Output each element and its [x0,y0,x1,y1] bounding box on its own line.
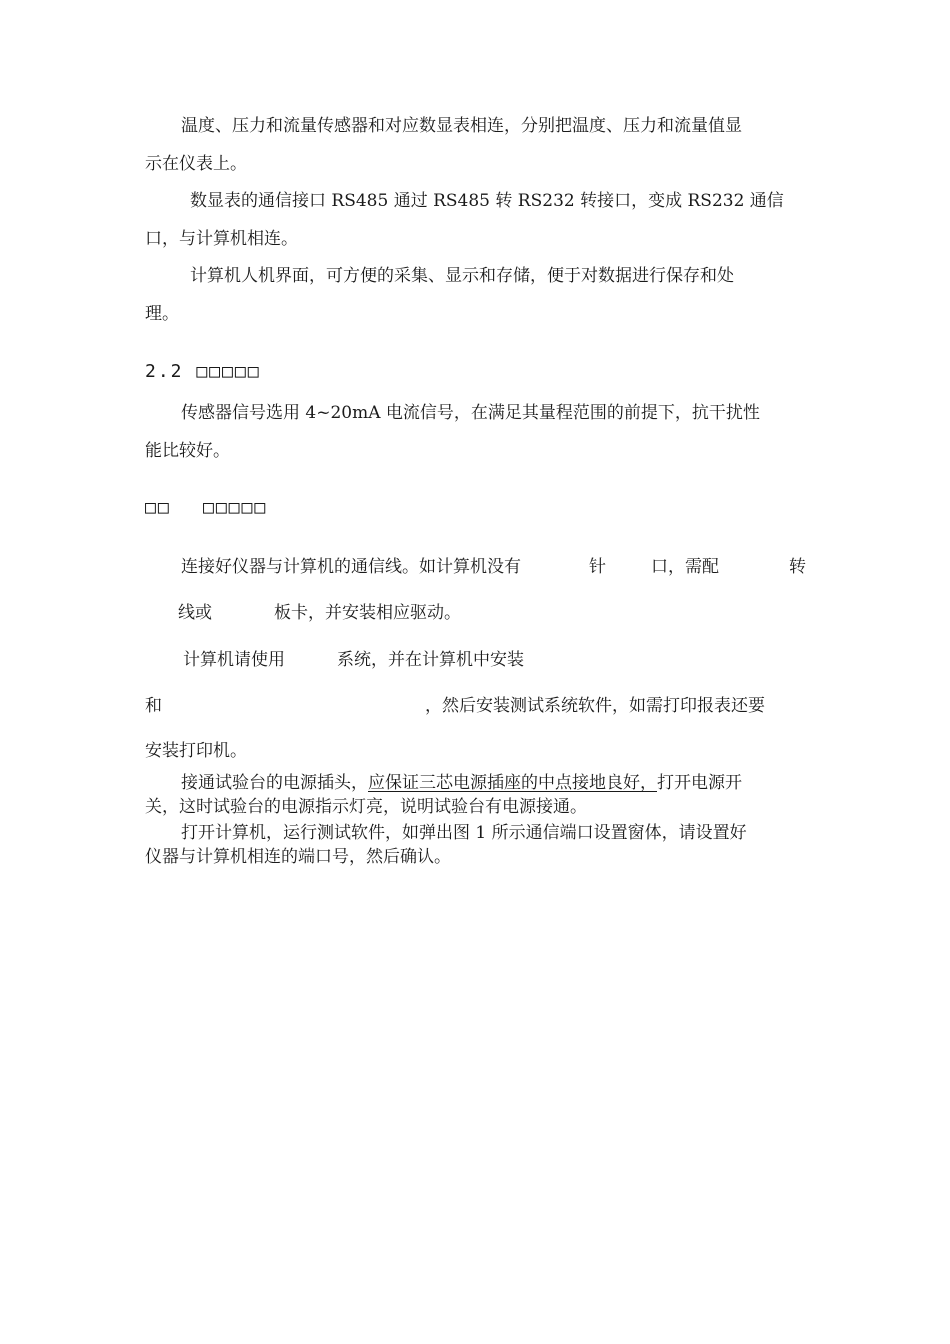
step-text: 口，需配 [651,557,719,577]
section-heading: □□□□□ [203,497,268,518]
step-text: 打开计算机，运行测试软件，如弹出图 1 所示通信端口设置窗体，请设置好 [181,823,747,843]
step-text: 计算机请使用 [183,650,285,670]
paragraph-line: 口，与计算机相连。 [145,229,298,249]
paragraph-line: 示在仪表上。 [145,154,247,174]
step-text: 系统，并在计算机中安装 [337,650,524,670]
step-text: 打开电源开 [657,773,742,793]
step-text: 连接好仪器与计算机的通信线。如计算机没有 [181,557,521,577]
step-text: 转 [789,557,806,577]
paragraph-line: 计算机人机界面，可方便的采集、显示和存储，便于对数据进行保存和处 [190,266,734,286]
step-text: 针 [589,557,606,577]
paragraph-line: 理。 [145,304,179,324]
step-text: 线或 [178,603,212,623]
step-text: 接通试验台的电源插头， [181,773,368,793]
step-text: 仪器与计算机相连的端口号，然后确认。 [145,847,451,867]
step-text: ，然后安装测试系统软件，如需打印报表还要 [425,696,765,716]
step-text: 和 [145,696,162,716]
step-text [181,773,742,793]
paragraph-line: 数显表的通信接口 RS485 通过 RS485 转 RS232 转接口，变成 RS232 通信 [190,191,784,211]
underlined-warning: 应保证三芯电源插座的中点接地良好， [368,773,657,793]
section-heading: 2.2 □□□□□ [145,361,261,382]
step-text: 关，这时试验台的电源指示灯亮，说明试验台有电源接通。 [145,797,587,817]
paragraph-line: 传感器信号选用 4~20mA 电流信号，在满足其量程范围的前提下，抗干扰性 [181,403,760,423]
step-text: 板卡，并安装相应驱动。 [274,603,461,623]
step-text: 安装打印机。 [145,741,247,761]
section-number: □□ [145,497,171,518]
paragraph-line: 温度、压力和流量传感器和对应数显表相连，分别把温度、压力和流量值显 [181,116,742,136]
paragraph-line: 能比较好。 [145,441,230,461]
